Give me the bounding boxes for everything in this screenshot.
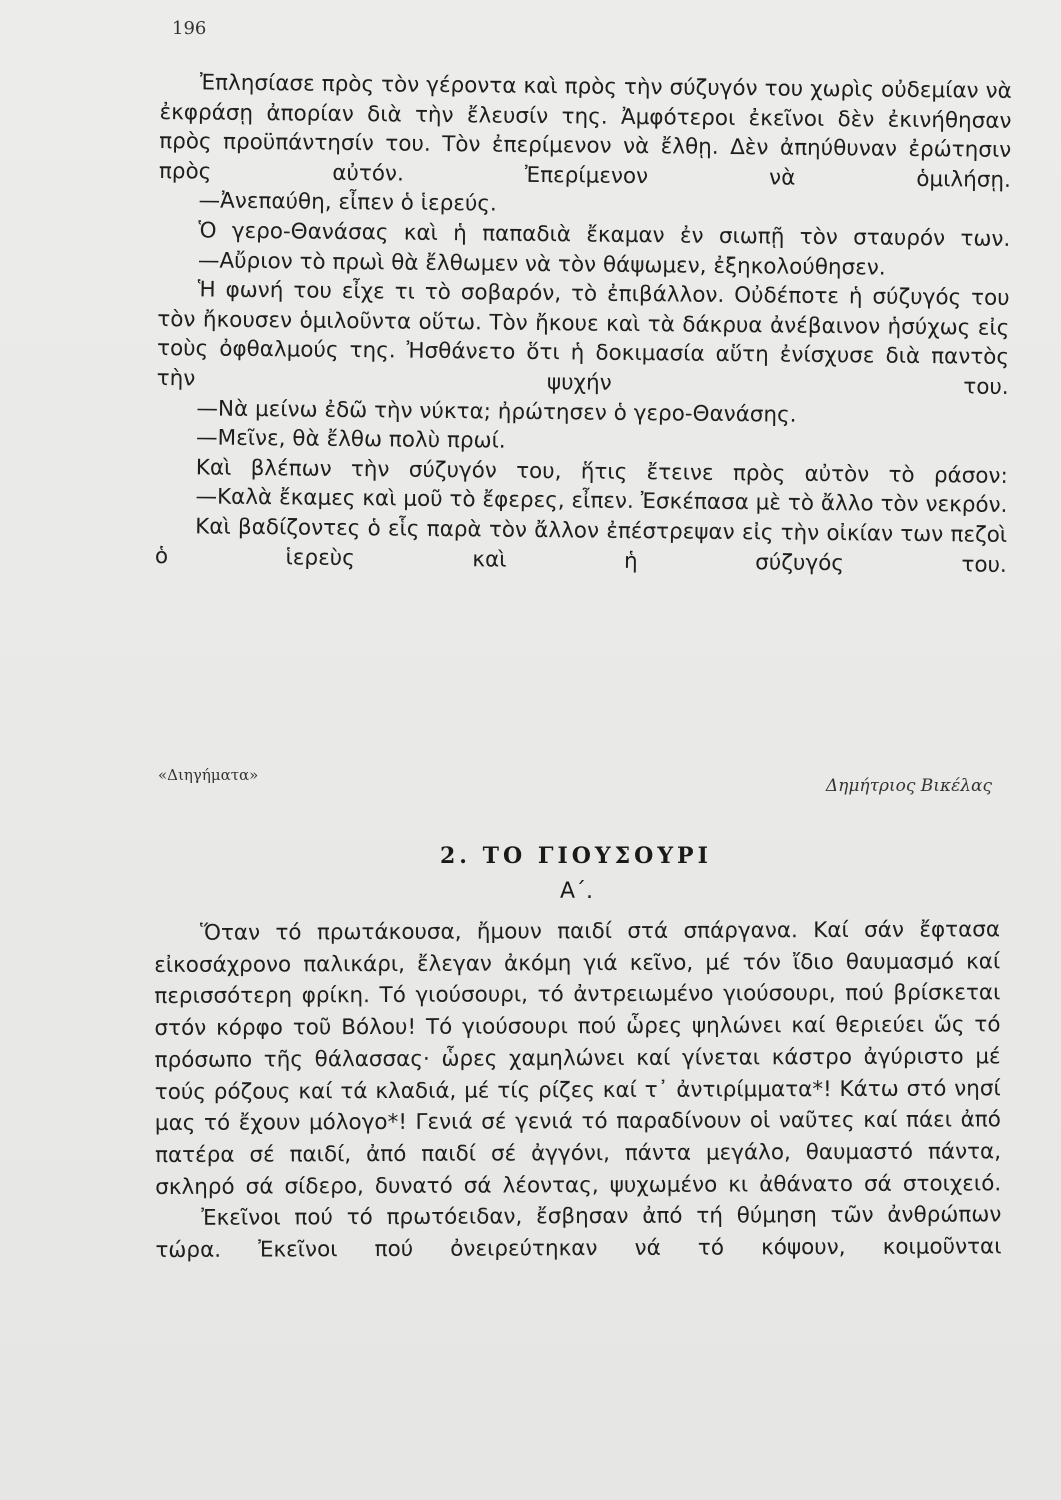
citation xyxy=(158,766,992,806)
story-body-text xyxy=(154,914,1002,1266)
paragraph: Ἡ φωνή του εἶχε τι τὸ σοβαρόν, τὸ ἐπιβάλλον. Οὐδέποτε ἡ σύζυγός του τὸν ἤκουσεν ὁμιλοῦντα οὕτω. Τὸν ἤκουε καὶ τὰ δάκρυα ἀνέβαινον ἡσύχως εἰς τοὺς ὀφθαλμούς της. Ἠσθάνετο ὅτι ἡ δοκιμασία αὕτη ἐνίσχυσε διὰ παντὸς τὴν ψυχήν του. xyxy=(156,277,1010,400)
paragraph: —Ἀνεπαύθη, εἶπεν ὁ ἱερεύς. xyxy=(198,188,497,217)
paragraph: —Αὔριον τὸ πρωὶ θὰ ἔλθωμεν νὰ τὸν θάψωμεν, ἐξηκολούθησεν. xyxy=(197,247,886,281)
paragraph: Ὁ γερο-Θανάσας καὶ ἡ παπαδιὰ ἔκαμαν ἐν σιωπῇ τὸν σταυρόν των. xyxy=(198,218,1011,252)
paragraph: Ἐκεῖνοι πού τό πρωτόειδαν, ἔσβησαν ἀπό τή θύμηση τῶν ἀνθρώπων τώρα. Ἐκεῖνοι πού ὀνειρεύτηκαν νά τό κόψουν, κοιμοῦνται xyxy=(155,1202,1002,1264)
paragraph: Καὶ βαδίζοντες ὁ εἷς παρὰ τὸν ἄλλον ἐπέστρεψαν εἰς τὴν οἰκίαν των πεζοὶ ὁ ἱερεὺς καὶ ἡ σύζυγός του. xyxy=(154,514,1008,578)
story-ending-text xyxy=(155,68,1012,580)
author-name: Δημήτριος Βικέλας xyxy=(825,776,992,796)
paragraph: Ὅταν τό πρωτάκουσα, ἤμουν παιδί στά σπάργανα. Καί σάν ἔφτασα εἰκοσάχρονο παλικάρι, ἔλεγαν ἀκόμη γιά κεῖνο, μέ τόν ἴδιο θαυμασμό καί περισσότερη φρίκη. Τό γιούσουρι, τό ἀντρειωμένο γιούσουρι, πού βρίσκεται στόν κόρφο τοῦ Βόλου! Τό γιούσουρι πού ὧρες ψηλώνει καί θεριεύει ὥς τό πρόσωπο τῆς θάλασσας· ὧρες χαμηλώνει καί γίνεται κάστρο ἀγύριστο μέ τούς ρόζους καί τά κλαδιά, μέ τίς ρίζες καί τ᾽ ἀντιρίμματα*! Κάτω στό νησί μας τό ἔχουν μόλογο*! Γενιά σέ γενιά τό παραδίνουν οἱ ναῦτες καί πάει ἀπό πατέρα σέ παιδί, ἀπό παιδί σέ ἀγγόνι, πάντα μεγάλο, θαυμαστό πάντα, σκληρό σά σίδερο, δυνατό σά λέοντας, ψυχωμένο κι ἀθάνατο σά στοιχειό. xyxy=(154,917,1002,1200)
paragraph: Ἐπλησίασε πρὸς τὸν γέροντα καὶ πρὸς τὴν σύζυγόν του χωρὶς οὐδεμίαν νὰ ἐκφράσῃ ἀπορίαν διὰ τὴν ἔλευσίν της. Ἀμφότεροι ἐκεῖνοι δὲν ἐκινήθησαν πρὸς προϋπάντησίν του. Τὸν ἐπερίμενον νὰ ἔλθῃ. Δὲν ἀπηύθυναν ἐρώτησιν πρὸς αὐτόν. Ἐπερίμενον νὰ ὁμιλήσῃ. xyxy=(158,70,1012,193)
paragraph: —Μεῖνε, θὰ ἔλθω πολὺ πρωί. xyxy=(195,425,506,454)
source-title: «Διηγήματα» xyxy=(158,766,259,784)
paragraph: —Νὰ μείνω ἐδῶ τὴν νύκτα; ἠρώτησεν ὁ γερο-Θανάσης. xyxy=(196,395,797,428)
chapter-number: Α΄. xyxy=(560,879,594,904)
paragraph: —Καλὰ ἔκαμες καὶ μοῦ τὸ ἔφερες, εἶπεν. Ἐσκέπασα μὲ τὸ ἄλλο τὸν νεκρόν. xyxy=(195,484,1008,519)
page-number: 196 xyxy=(172,18,207,39)
story-title: 2. ΤΟ ΓΙΟΥΣΟΥΡΙ xyxy=(440,843,712,869)
paragraph: Καὶ βλέπων τὴν σύζυγόν του, ἥτις ἔτεινε πρὸς αὐτὸν τὸ ράσον: xyxy=(195,455,1008,489)
